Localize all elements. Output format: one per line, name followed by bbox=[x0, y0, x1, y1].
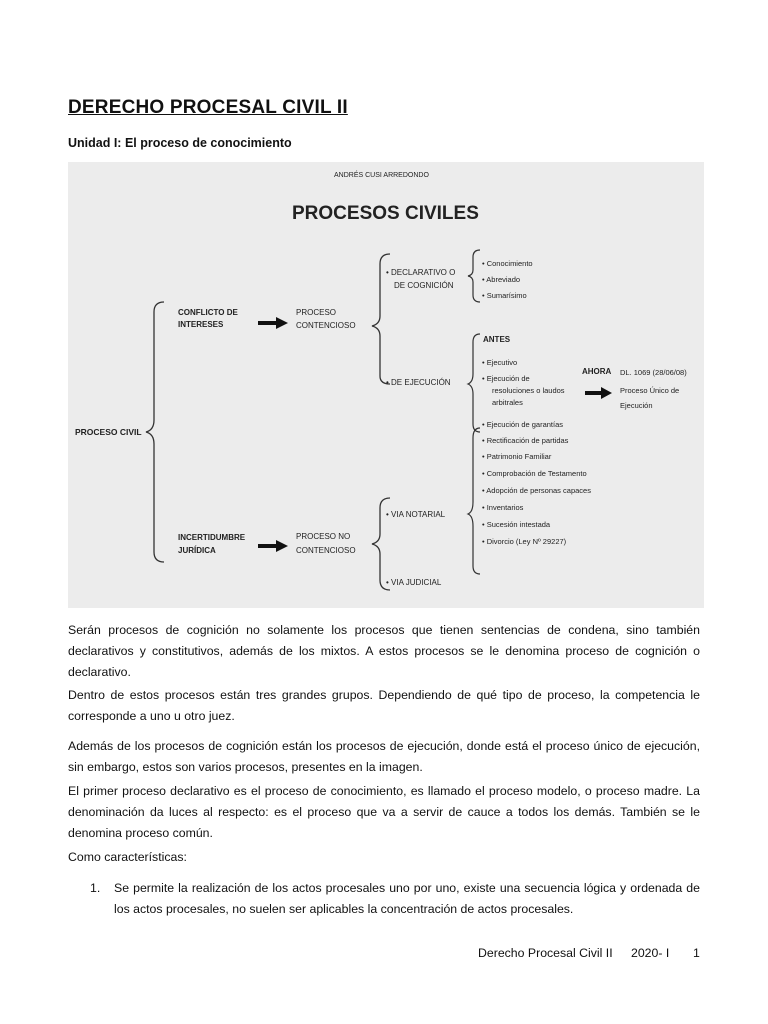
paragraph-3: Además de los procesos de cognición están los procesos de ejecución, donde está el proceso único de ejecución, sin embargo, estos son varios procesos, presentes en la imagen. bbox=[68, 739, 700, 774]
notarial-item-6: • Sucesión intestada bbox=[482, 520, 551, 529]
diagram-svg bbox=[68, 162, 704, 608]
notarial-label: • VIA NOTARIAL bbox=[386, 510, 446, 519]
uncertainty-label-1: INCERTIDUMBRE bbox=[178, 533, 246, 542]
noncontentious-label-1: PROCESO NO bbox=[296, 532, 351, 541]
judicial-label: • VIA JUDICIAL bbox=[386, 578, 442, 587]
notarial-brace bbox=[468, 428, 480, 574]
conflict-label-2: INTERESES bbox=[178, 320, 224, 329]
declarative-item-2: • Abreviado bbox=[482, 275, 521, 284]
contentious-label-2: CONTENCIOSO bbox=[296, 321, 356, 330]
ahora-box-line-2: Proceso Único de bbox=[620, 386, 680, 395]
list-item bbox=[90, 878, 700, 920]
execution-item-2: • Ejecución de bbox=[482, 374, 530, 383]
notarial-item-3: • Comprobación de Testamento bbox=[482, 469, 587, 478]
diagram-heading: PROCESOS CIVILES bbox=[292, 203, 479, 224]
arrow-uncertainty bbox=[258, 540, 288, 552]
contentious-label-1: PROCESO bbox=[296, 308, 337, 317]
footer-page-number: 1 bbox=[693, 946, 700, 960]
footer-course: Derecho Procesal Civil II bbox=[478, 946, 613, 960]
declarative-item-1: • Conocimiento bbox=[482, 259, 533, 268]
execution-item-2c: arbitrales bbox=[492, 398, 523, 407]
arrow-conflict bbox=[258, 317, 288, 329]
unit-subtitle: Unidad I: El proceso de conocimiento bbox=[68, 136, 292, 150]
procesos-civiles-diagram bbox=[68, 162, 704, 608]
root-brace bbox=[146, 302, 164, 562]
execution-label: • DE EJECUCIÓN bbox=[386, 378, 451, 387]
noncontentious-label-2: CONTENCIOSO bbox=[296, 546, 356, 555]
paragraph-5: Como características: bbox=[68, 850, 187, 864]
list-item-text: Se permite la realización de los actos procesales uno por uno, existe una secuencia lógica y ordenada de los actos procesales, no suelen ser aplicables la concentración de actos procesales. bbox=[114, 881, 700, 916]
notarial-item-5: • Inventarios bbox=[482, 503, 524, 512]
ahora-box-line-1: DL. 1069 (28/06/08) bbox=[620, 368, 687, 377]
notarial-item-2: • Patrimonio Familiar bbox=[482, 452, 552, 461]
uncertainty-label-2: JURÍDICA bbox=[178, 546, 216, 555]
notarial-item-7: • Divorcio (Ley Nº 29227) bbox=[482, 537, 567, 546]
list-item-number: 1. bbox=[90, 881, 101, 895]
declarative-label-2: DE COGNICIÓN bbox=[394, 281, 454, 290]
notarial-item-4: • Adopción de personas capaces bbox=[482, 486, 591, 495]
arrow-ahora bbox=[585, 387, 612, 399]
conflict-label-1: CONFLICTO DE bbox=[178, 308, 238, 317]
paragraph-1: Serán procesos de cognición no solamente los procesos que tienen sentencias de condena, sino también declarativos y constitutivos, además de los mixtos. A estos procesos se le denomina proceso de cognición o declarativo. bbox=[68, 623, 700, 679]
declarative-item-3: • Sumarísimo bbox=[482, 291, 527, 300]
paragraph-4: El primer proceso declarativo es el proceso de conocimiento, es llamado el proceso modelo, o proceso madre. La denominación da luces al respecto: es el proceso que va a servir de cauce a todos los demás. También se le denomina proceso común. bbox=[68, 784, 700, 840]
ahora-label: AHORA bbox=[582, 367, 612, 376]
execution-item-1: • Ejecutivo bbox=[482, 358, 518, 367]
antes-label: ANTES bbox=[483, 335, 511, 344]
footer-term: 2020- I bbox=[631, 946, 670, 960]
root-label: PROCESO CIVIL bbox=[75, 427, 142, 437]
ahora-box-line-3: Ejecución bbox=[620, 401, 653, 410]
document-title: DERECHO PROCESAL CIVIL II bbox=[68, 97, 348, 118]
execution-item-3: • Ejecución de garantías bbox=[482, 420, 564, 429]
notarial-item-1: • Rectificación de partidas bbox=[482, 436, 569, 445]
execution-item-2b: resoluciones o laudos bbox=[492, 386, 565, 395]
paragraph-2: Dentro de estos procesos están tres grandes grupos. Dependiendo de qué tipo de proceso, la competencia le corresponde a uno u otro juez. bbox=[68, 688, 700, 723]
execution-brace bbox=[468, 334, 480, 432]
diagram-author: ANDRÉS CUSI ARREDONDO bbox=[334, 172, 429, 179]
declarative-label-1: • DECLARATIVO O bbox=[386, 268, 456, 277]
declarative-brace bbox=[468, 250, 480, 302]
